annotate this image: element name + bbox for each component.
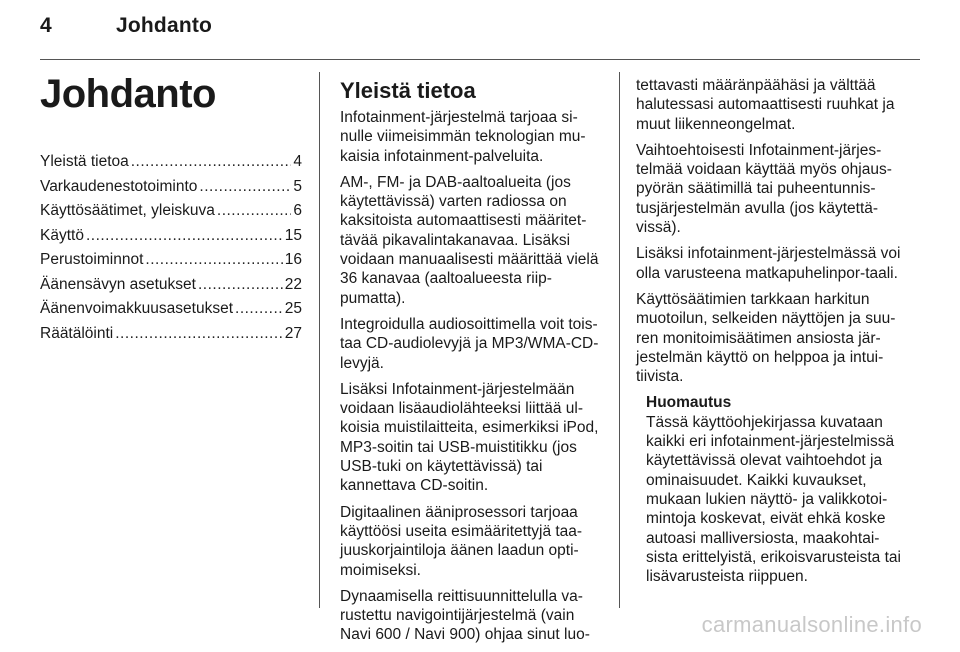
toc-leader — [145, 248, 282, 273]
toc-entry-label: Räätälöinti — [40, 324, 114, 342]
toc-entry-label: Äänensävyn asetukset — [40, 275, 196, 293]
watermark: carmanualsonline.info — [701, 612, 922, 637]
toc-leader — [131, 150, 292, 175]
toc-leader — [235, 297, 283, 322]
body-paragraph: Digitaalinen ääniprosessori tarjoaa käyttöösi useita esimääritettyjä taa-juuskorjaintiloja äänen laadun opti-moimiseksi. — [340, 503, 583, 579]
toc-entry-page: 4 — [293, 153, 302, 170]
toc-entry-page: 15 — [284, 226, 302, 244]
column-middle — [340, 78, 608, 652]
note-box — [646, 393, 904, 586]
running-head: Johdanto — [116, 14, 213, 37]
chapter-title: Johdanto — [40, 72, 216, 116]
table-of-contents — [40, 150, 302, 346]
toc-entry-label: Äänenvoimakkuusasetukset — [40, 300, 234, 317]
toc-entry-label: Käyttö — [40, 226, 84, 244]
toc-entry-page: 6 — [293, 202, 302, 219]
column-divider — [619, 72, 620, 608]
toc-leader — [86, 224, 283, 249]
body-paragraph: Infotainment-järjestelmä tarjoaa si-nulle viimeisimmän teknologian mu-kaisia infotainment-palveluita. — [340, 109, 586, 165]
note-heading: Huomautus — [646, 394, 732, 412]
body-paragraph: Dynaamisella reittisuunnittelulla va-rustettu navigointijärjestelmä (vain Navi 600 / Navi 900) ohjaa sinut luo- — [340, 587, 590, 644]
toc-entry-label: Varkaudenestotoiminto — [40, 177, 198, 195]
section-heading: Yleistä tietoa — [340, 78, 476, 103]
toc-entry[interactable] — [40, 150, 302, 175]
toc-entry-page: 16 — [284, 251, 302, 268]
body-paragraph: tettavasti määränpäähäsi ja välttää halutessasi automaattisesti ruuhkat ja muut liikenneongelmat. — [636, 77, 895, 133]
toc-entry[interactable] — [40, 175, 302, 200]
toc-leader — [115, 322, 283, 347]
toc-entry[interactable] — [40, 248, 302, 273]
toc-entry[interactable] — [40, 199, 302, 224]
toc-entry-page: 5 — [293, 177, 302, 195]
body-paragraph: AM-, FM- ja DAB-aaltoalueita (jos käytettävissä) varten radiossa on kaksitoista automaattisesti määritet-tävää pikavalintakanavaa. Lisäksi voidaan manuaalisesti määrittää vielä 36 kanavaa (aaltoalueesta riip-pumatta). — [340, 173, 599, 307]
toc-entry[interactable] — [40, 322, 302, 347]
toc-entry-label: Perustoiminnot — [40, 251, 144, 268]
toc-entry-page: 27 — [284, 324, 302, 342]
body-paragraph: Lisäksi Infotainment-järjestelmään voidaan lisäaudiolähteeksi liittää ul-koisia muistilaitteita, esimerkiksi iPod, MP3-soitin tai USB-muistitikku (jos USB-tuki on käytettävissä) tai kannettava CD-soitin. — [340, 380, 599, 495]
toc-leader — [198, 273, 283, 298]
page-number: 4 — [40, 14, 52, 37]
toc-entry[interactable] — [40, 297, 302, 322]
toc-entry-page: 22 — [284, 275, 302, 293]
toc-entry-page: 25 — [284, 300, 302, 317]
toc-entry-label: Yleistä tietoa — [40, 153, 129, 170]
body-paragraph: Käyttösäätimien tarkkaan harkitun muotoilun, selkeiden näyttöjen ja suu-ren monitoimisäätimen ansiosta jär-jestelmän käyttö on helppoa ja intui-tiivista. — [636, 290, 896, 386]
body-paragraph: Integroidulla audiosoittimella voit tois-taa CD-audiolevyjä ja MP3/WMA-CD-levyjä. — [340, 315, 599, 372]
toc-entry[interactable] — [40, 224, 302, 249]
toc-leader — [199, 175, 291, 200]
body-paragraph: Vaihtoehtoisesti Infotainment-järjes-telmää voidaan käyttää myös ohjaus-pyörän säätimillä tai puheentunnis-tusjärjestelmän avulla (jos käytettä-vissä). — [636, 141, 892, 237]
column-divider — [319, 72, 320, 608]
note-text: Tässä käyttöohjekirjassa kuvataan kaikki eri infotainment-järjestelmissä käytettävissä olevat vaihtoehdot ja ominaisuudet. Kaikki kuvaukset, mukaan lukien näyttö- ja valikkotoi-mintoja koskevat, eivät ehkä koske autoasi malliversiosta, maakohtai-sista erittelyistä, erikoisvarusteista tai lisävarusteista riippuen. — [646, 413, 901, 586]
toc-leader — [217, 199, 291, 224]
header-rule — [40, 59, 920, 60]
column-right — [636, 76, 904, 586]
toc-entry[interactable] — [40, 273, 302, 298]
body-paragraph: Lisäksi infotainment-järjestelmässä voi olla varusteena matkapuhelinpor-taali. — [636, 245, 901, 282]
page-header — [40, 14, 212, 38]
toc-entry-label: Käyttösäätimet, yleiskuva — [40, 202, 215, 219]
